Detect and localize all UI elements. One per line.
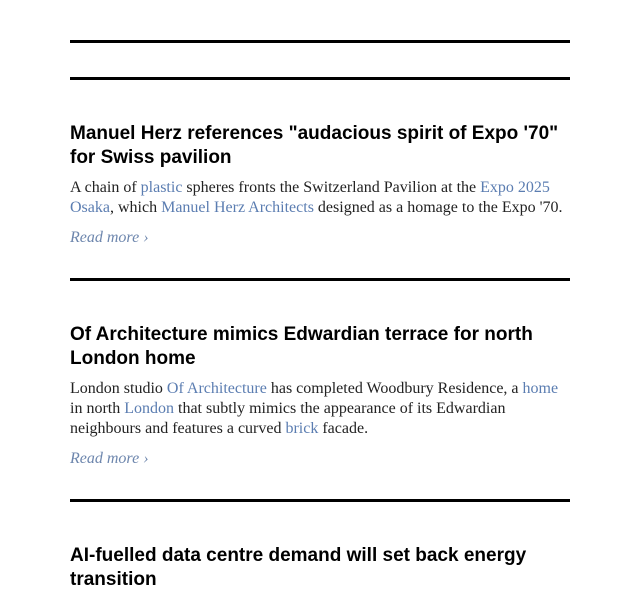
divider [70, 40, 570, 43]
summary-link[interactable]: Of Architecture [166, 380, 267, 397]
summary-text: spheres fronts the Switzerland Pavilion at the [182, 179, 481, 196]
summary-text: that subtly mimics the appearance of its Edwardian neighbours and features a curved [70, 400, 506, 437]
summary-text: has completed Woodbury Residence, a [266, 380, 523, 397]
article-feed [70, 40, 570, 600]
article-card [70, 80, 570, 281]
summary-link[interactable]: London [124, 400, 174, 417]
article-headline[interactable]: Of Architecture mimics Edwardian terrace for north London home [70, 324, 533, 369]
summary-text: designed as a homage to the Expo '70. [313, 199, 563, 216]
summary-text: London studio [70, 380, 167, 397]
summary-link[interactable]: Manuel Herz Architects [161, 199, 314, 216]
read-more-link[interactable]: Read more › [70, 229, 149, 246]
summary-link[interactable]: home [522, 380, 559, 397]
article-card [70, 281, 570, 502]
summary-text: in north [70, 400, 125, 417]
read-more-link[interactable]: Read more › [70, 450, 149, 467]
article-card [70, 502, 570, 592]
article-headline[interactable]: Manuel Herz references "audacious spirit of Expo '70" for Swiss pavilion [70, 123, 559, 168]
summary-text: A chain of [70, 179, 141, 196]
article-headline[interactable]: AI-fuelled data centre demand will set back energy transition [70, 545, 527, 590]
summary-link[interactable]: brick [285, 420, 319, 437]
summary-link[interactable]: Expo 2025 Osaka [70, 179, 550, 216]
article-summary [70, 379, 570, 439]
summary-text: facade. [318, 420, 369, 437]
summary-text: , which [109, 199, 162, 216]
summary-link[interactable]: plastic [140, 179, 183, 196]
article-summary [70, 178, 570, 218]
